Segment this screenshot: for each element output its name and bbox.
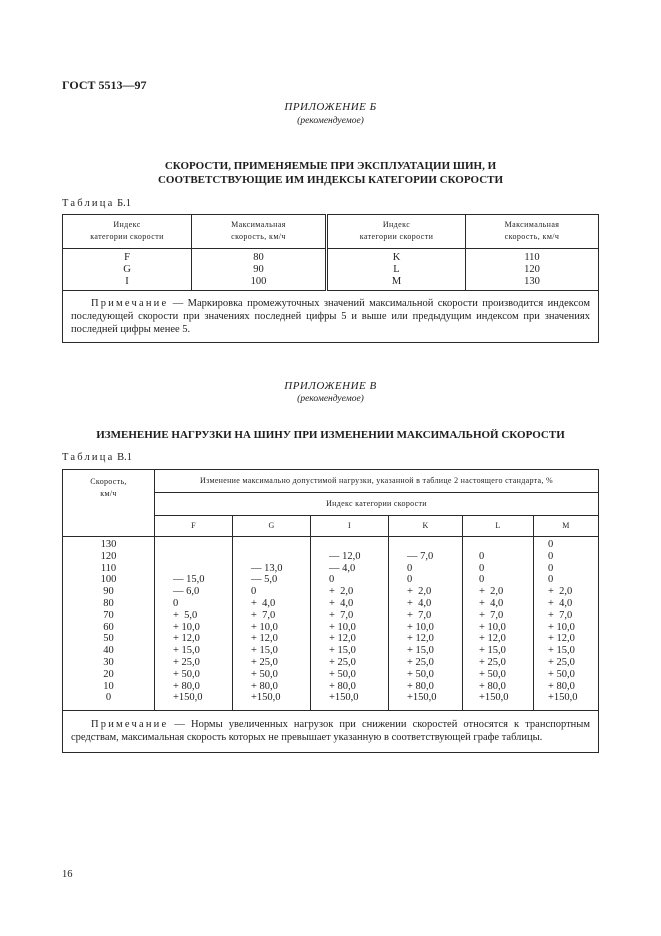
load-change-value: + 50,0 <box>173 668 200 680</box>
load-change-value: + 4,0 <box>548 597 573 609</box>
load-change-value: +150,0 <box>479 692 509 704</box>
load-change-value <box>329 539 388 551</box>
load-change-value: +150,0 <box>329 692 359 704</box>
load-change-value: + 4,0 <box>251 597 276 609</box>
load-change-value: + 10,0 <box>407 621 434 633</box>
load-change-value: + 12,0 <box>479 633 506 645</box>
load-change-value: + 80,0 <box>407 680 434 692</box>
table-b1 <box>62 214 599 343</box>
speed-value: 30 <box>103 656 114 668</box>
header-line: Индекс <box>382 220 411 229</box>
load-change-value: + 10,0 <box>173 621 200 633</box>
load-change-value: + 5,0 <box>173 609 198 621</box>
load-change-value: + 50,0 <box>329 668 356 680</box>
cell: F <box>124 252 130 263</box>
cell: I <box>125 276 129 287</box>
load-change-value: + 25,0 <box>479 656 506 668</box>
v1-col-header-l: L <box>463 516 534 537</box>
cell: 120 <box>524 264 540 275</box>
speed-value: 20 <box>103 668 114 680</box>
header-line: скорость, км/ч <box>504 232 560 241</box>
load-change-value: + 10,0 <box>329 621 356 633</box>
load-change-value: — 13,0 <box>251 562 283 574</box>
header-line: км/ч <box>100 489 117 498</box>
load-change-value: + 2,0 <box>548 586 573 598</box>
load-change-value: 0 <box>479 562 485 574</box>
load-change-value: + 25,0 <box>548 656 575 668</box>
load-change-value: + 12,0 <box>329 633 356 645</box>
v1-values-f <box>155 537 233 711</box>
load-change-value: + 12,0 <box>548 633 575 645</box>
load-change-value: + 15,0 <box>251 645 278 657</box>
v1-col-header-g: G <box>233 516 311 537</box>
load-change-value: + 15,0 <box>407 645 434 657</box>
cell: 80 <box>253 252 264 263</box>
load-change-value <box>407 539 462 551</box>
load-change-value: + 80,0 <box>251 680 278 692</box>
load-change-value: +150,0 <box>407 692 437 704</box>
speed-value: 110 <box>100 562 117 574</box>
v1-speeds-column <box>63 537 155 711</box>
speed-value: 70 <box>103 609 114 621</box>
v1-values-g <box>233 537 311 711</box>
load-change-value: 0 <box>251 586 257 598</box>
load-change-value: + 80,0 <box>329 680 356 692</box>
v1-note <box>63 711 599 753</box>
load-change-value: + 10,0 <box>548 621 575 633</box>
appendix-b-heading: ПРИЛОЖЕНИЕ Б <box>284 101 377 113</box>
load-change-value: 0 <box>548 539 554 550</box>
load-change-value: + 12,0 <box>251 633 278 645</box>
load-change-value: + 50,0 <box>407 668 434 680</box>
v1-col-header-f: F <box>155 516 233 537</box>
load-change-value: — 7,0 <box>407 550 434 562</box>
header-line: скорость, км/ч <box>231 232 286 241</box>
load-change-value: + 7,0 <box>407 609 432 621</box>
load-change-value: + 25,0 <box>329 656 356 668</box>
header-line: категории скорости <box>90 232 164 241</box>
load-change-value <box>251 551 310 563</box>
table-label-number: Б.1 <box>117 198 131 209</box>
load-change-value: + 7,0 <box>479 609 504 621</box>
appendix-b-subheading: (рекомендуемое) <box>297 116 364 126</box>
v1-header-index: Индекс категории скорости <box>155 493 599 516</box>
load-change-value: + 25,0 <box>251 656 278 668</box>
load-change-value: + 12,0 <box>173 633 200 645</box>
load-change-value: 0 <box>173 597 179 609</box>
v1-col-header-k: K <box>389 516 463 537</box>
appendix-b-title-line1: СКОРОСТИ, ПРИМЕНЯЕМЫЕ ПРИ ЭКСПЛУАТАЦИИ ШИН, И <box>164 160 497 172</box>
b1-col-index-2 <box>327 249 466 291</box>
load-change-value: — 4,0 <box>329 562 356 574</box>
load-change-value: + 7,0 <box>548 609 573 621</box>
table-label-word: Таблица <box>62 452 115 463</box>
appendix-v-heading: ПРИЛОЖЕНИЕ В <box>284 380 377 392</box>
load-change-value: + 2,0 <box>479 586 504 598</box>
load-change-value: + 15,0 <box>173 645 200 657</box>
load-change-value: + 7,0 <box>329 609 354 621</box>
load-change-value <box>173 551 232 563</box>
load-change-value: + 15,0 <box>329 645 356 657</box>
load-change-value: + 15,0 <box>548 645 575 657</box>
table-b1-label <box>62 198 131 209</box>
v1-values-l <box>463 537 534 711</box>
cell: 110 <box>524 252 540 263</box>
cell: M <box>391 276 402 287</box>
load-change-value: 0 <box>407 574 413 586</box>
load-change-value: — 12,0 <box>329 550 361 562</box>
speed-value: 0 <box>105 692 112 704</box>
load-change-value <box>479 539 533 551</box>
speed-value: 130 <box>100 539 117 550</box>
load-change-value <box>173 539 232 551</box>
load-change-value: + 4,0 <box>329 597 354 609</box>
header-line: Индекс <box>113 220 141 229</box>
speed-value: 100 <box>100 574 117 586</box>
note-text: — Нормы увеличенных нагрузок при снижении скоростей относятся к транспортным средствам, максимальная скорость которых не превышает указанную в соответствующей графе таблицы. <box>71 719 590 743</box>
load-change-value: + 2,0 <box>329 586 354 598</box>
speed-value: 120 <box>100 550 117 562</box>
load-change-value: 0 <box>479 574 485 586</box>
load-change-value: + 50,0 <box>251 668 278 680</box>
b1-note <box>63 291 599 343</box>
load-change-value: — 15,0 <box>173 574 205 586</box>
b1-col-index-1 <box>63 249 192 291</box>
header-line: категории скорости <box>359 232 434 241</box>
load-change-value <box>173 563 232 575</box>
load-change-value: 0 <box>548 574 554 586</box>
load-change-value: — 5,0 <box>251 574 278 586</box>
b1-header-speed-1 <box>192 215 327 249</box>
load-change-value: + 80,0 <box>548 680 575 692</box>
appendix-b-title-line2: СООТВЕТСТВУЮЩИЕ ИМ ИНДЕКСЫ КАТЕГОРИИ СКОРОСТИ <box>157 174 504 186</box>
note-lead: Примечание <box>91 719 169 730</box>
page-number: 16 <box>62 869 73 880</box>
cell: 100 <box>250 276 267 287</box>
load-change-value: + 4,0 <box>479 597 504 609</box>
header-line: Максимальная <box>231 220 286 229</box>
load-change-value: 0 <box>479 550 485 562</box>
appendix-v-title: ИЗМЕНЕНИЕ НАГРУЗКИ НА ШИНУ ПРИ ИЗМЕНЕНИИ МАКСИМАЛЬНОЙ СКОРОСТИ <box>96 429 565 441</box>
load-change-value: + 25,0 <box>407 656 434 668</box>
load-change-value: +150,0 <box>173 692 203 704</box>
speed-value: 60 <box>103 621 114 633</box>
load-change-value <box>251 539 310 551</box>
v1-col-header-i: I <box>311 516 389 537</box>
b1-header-index-2 <box>327 215 466 249</box>
load-change-value: + 50,0 <box>548 668 575 680</box>
load-change-value: + 4,0 <box>407 597 432 609</box>
load-change-value: + 80,0 <box>479 680 506 692</box>
v1-header-load-change: Изменение максимально допустимой нагрузки, указанной в таблице 2 настоящего стандарта, % <box>155 470 599 493</box>
cell: 90 <box>253 264 264 275</box>
speed-value: 10 <box>103 680 114 692</box>
b1-col-speed-1 <box>192 249 327 291</box>
cell: K <box>392 252 401 263</box>
v1-values-k <box>389 537 463 711</box>
speed-value: 40 <box>103 645 114 657</box>
load-change-value: + 15,0 <box>479 645 506 657</box>
load-change-value: + 80,0 <box>173 680 200 692</box>
cell: 130 <box>524 276 540 287</box>
load-change-value: + 7,0 <box>251 609 276 621</box>
appendix-v-subheading: (рекомендуемое) <box>297 394 364 404</box>
cell: G <box>123 264 131 275</box>
speed-value: 80 <box>103 597 114 609</box>
v1-values-m <box>534 537 599 711</box>
load-change-value: — 6,0 <box>173 586 200 598</box>
load-change-value: + 2,0 <box>407 586 432 598</box>
load-change-value: 0 <box>548 562 554 574</box>
load-change-value: 0 <box>407 562 413 574</box>
table-label-number: В.1 <box>117 452 132 463</box>
table-v1 <box>62 469 599 753</box>
load-change-value: 0 <box>548 550 554 562</box>
load-change-value: + 50,0 <box>479 668 506 680</box>
v1-header-speed <box>63 470 155 537</box>
cell: L <box>393 264 400 275</box>
load-change-value: + 10,0 <box>251 621 278 633</box>
b1-col-speed-2 <box>466 249 599 291</box>
document-code: ГОСТ 5513—97 <box>62 78 147 92</box>
load-change-value: + 10,0 <box>479 621 506 633</box>
load-change-value: + 12,0 <box>407 633 434 645</box>
b1-header-index-1 <box>63 215 192 249</box>
header-line: Скорость, <box>90 477 127 486</box>
b1-header-speed-2 <box>466 215 599 249</box>
table-v1-label <box>62 452 132 463</box>
load-change-value: +150,0 <box>251 692 281 704</box>
table-label-word: Таблица <box>62 198 115 209</box>
load-change-value: 0 <box>329 574 335 586</box>
load-change-value: +150,0 <box>548 692 578 704</box>
speed-value: 50 <box>103 633 114 645</box>
load-change-value: + 25,0 <box>173 656 200 668</box>
note-text: — Маркировка промежуточных значений максимальной скорости производится индексом последующей скорости при значениях последней цифры 5 и выше или предыдущим индексом при значениях последней цифры менее 5. <box>71 298 590 335</box>
speed-value: 90 <box>103 586 114 598</box>
v1-values-i <box>311 537 389 711</box>
header-line: Максимальная <box>504 220 560 229</box>
note-lead: Примечание <box>91 298 169 309</box>
v1-col-header-m: M <box>534 516 599 537</box>
